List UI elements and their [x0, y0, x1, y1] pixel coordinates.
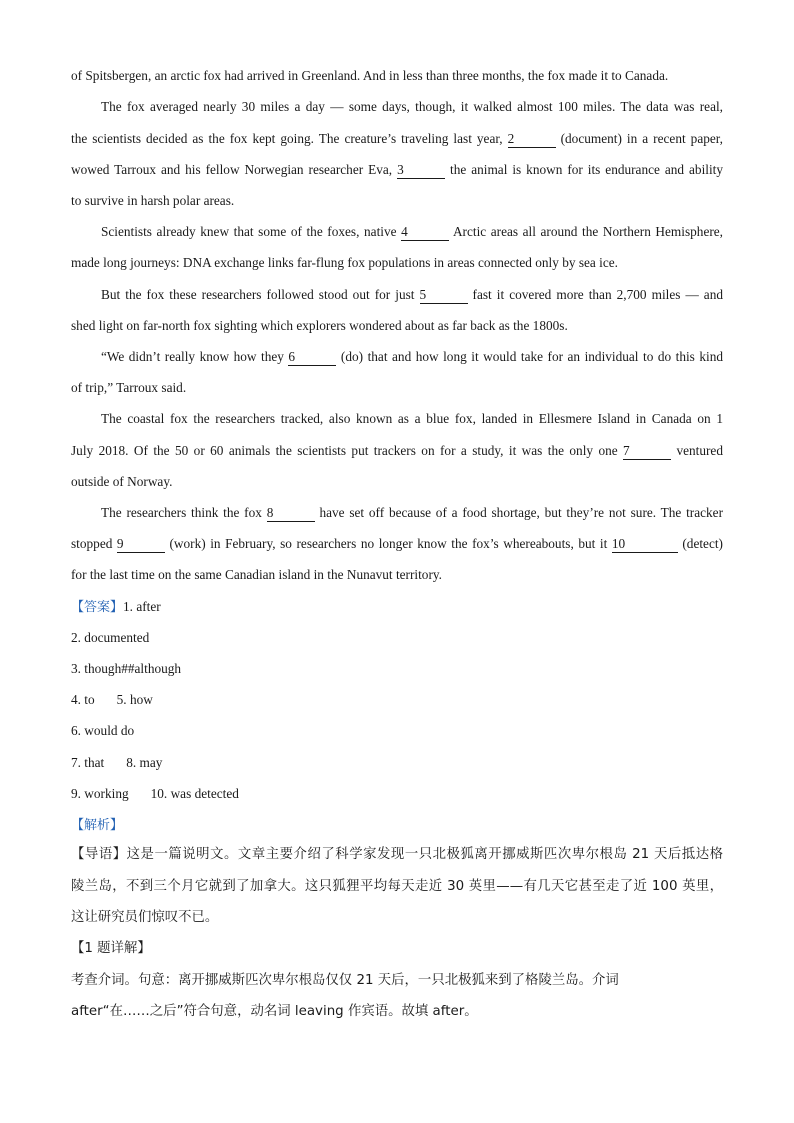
passage-line — [101, 97, 723, 117]
blank-4[interactable]: 4 — [401, 224, 449, 241]
answer-9: 9. working — [71, 786, 129, 801]
answer-8: 8. may — [126, 755, 163, 770]
passage-text: stopped — [71, 536, 117, 551]
guide-tag: 【导语】 — [71, 847, 127, 862]
answer-1: 1. after — [123, 599, 161, 614]
analysis-tag: 【解析】 — [71, 818, 124, 833]
passage-line — [71, 316, 723, 336]
passage-text: (document) in a recent paper, — [555, 131, 723, 146]
answer-line — [71, 721, 134, 741]
blank-7[interactable]: 7 — [623, 443, 671, 460]
passage-line — [71, 253, 723, 273]
answer-7: 7. that — [71, 755, 105, 770]
passage-text: But the fox these researchers followed stood out for just — [101, 287, 420, 302]
blank-5[interactable]: 5 — [420, 287, 468, 304]
passage-text: The researchers think the fox — [101, 505, 267, 520]
explanation-line — [71, 970, 619, 992]
passage-line — [71, 534, 723, 554]
passage-line — [71, 565, 723, 585]
passage-line — [101, 409, 723, 429]
guide-line — [71, 907, 218, 929]
explanation-line — [71, 1001, 478, 1023]
answer-3: 3. though##although — [71, 661, 182, 676]
analysis-heading — [71, 815, 123, 836]
blank-10[interactable]: 10 — [612, 536, 678, 553]
passage-text: The fox averaged nearly 30 miles a day — some days, though, it walked almost 100 miles. The data was real, — [101, 99, 723, 114]
answer-line — [71, 690, 153, 710]
answer-2: 2. documented — [71, 630, 150, 645]
guide-line — [71, 844, 723, 866]
passage-text: of trip,” Tarroux said. — [71, 380, 187, 395]
passage-line — [101, 347, 723, 367]
passage-text: the scientists decided as the fox kept going. The creature’s traveling last year, — [71, 131, 508, 146]
passage-line — [71, 378, 723, 398]
explanation-text: 考查介词。句意：离开挪威斯匹次卑尔根岛仅仅 21 天后，一只北极狐来到了格陵兰岛。介词 — [71, 973, 619, 988]
guide-line — [71, 876, 723, 898]
guide-text: 这让研究员们惊叹不已。 — [71, 910, 219, 925]
answer-tag: 【答案】 — [71, 600, 124, 615]
passage-text: wowed Tarroux and his fellow Norwegian researcher Eva, — [71, 162, 398, 177]
answer-line — [71, 628, 149, 648]
question-1-tag: 【1 题详解】 — [71, 941, 151, 956]
passage-text: have set off because of a food shortage, but they’re not sure. The tracker — [314, 505, 724, 520]
blank-3[interactable]: 3 — [397, 162, 445, 179]
passage-line — [71, 129, 723, 149]
passage-text: the animal is known for its endurance and ability — [445, 162, 723, 177]
passage-text: “We didn’t really know how they — [101, 349, 289, 364]
passage-line — [71, 66, 723, 86]
passage-text: The coastal fox the researchers tracked, also known as a blue fox, landed in Ellesmere Island in Canada on 1 — [101, 411, 723, 426]
passage-text: to survive in harsh polar areas. — [71, 193, 235, 208]
answer-line — [71, 659, 181, 679]
guide-text: 陵兰岛，不到三个月它就到了加拿大。这只狐狸平均每天走近 30 英里——有几天它甚至走了近 100 英里， — [71, 879, 723, 894]
passage-text: ventured — [671, 443, 723, 458]
passage-line — [71, 160, 723, 180]
passage-text: July 2018. Of the 50 or 60 animals the scientists put trackers on for a study, it was the only one — [71, 443, 624, 458]
answer-6: 6. would do — [71, 723, 135, 738]
passage-text: (do) that and how long it would take for an individual to do this kind — [336, 349, 723, 364]
passage-text: of Spitsbergen, an arctic fox had arrived in Greenland. And in less than three months, the fox made it to Canada. — [71, 68, 669, 83]
guide-text: 这是一篇说明文。文章主要介绍了科学家发现一只北极狐离开挪威斯匹次卑尔根岛 21 天后抵达格 — [126, 847, 723, 862]
answer-10: 10. was detected — [150, 786, 239, 801]
answer-4: 4. to — [71, 692, 95, 707]
passage-text: (work) in February, so researchers no longer know the fox’s whereabouts, but it — [164, 536, 612, 551]
passage-line — [101, 222, 723, 242]
passage-text: for the last time on the same Canadian island in the Nunavut territory. — [71, 567, 442, 582]
passage-line — [71, 472, 723, 492]
passage-line — [71, 191, 723, 211]
answer-line — [71, 753, 162, 773]
answer-line — [71, 784, 239, 804]
passage-line — [71, 441, 723, 461]
blank-9[interactable]: 9 — [117, 536, 165, 553]
question-heading — [71, 938, 151, 960]
blank-2[interactable]: 2 — [508, 131, 556, 148]
passage-text: Scientists already knew that some of the foxes, native — [101, 224, 402, 239]
passage-text: outside of Norway. — [71, 474, 173, 489]
passage-line — [101, 285, 723, 305]
passage-text: Arctic areas all around the Northern Hemisphere, — [449, 224, 723, 239]
blank-6[interactable]: 6 — [288, 349, 336, 366]
passage-text: made long journeys: DNA exchange links far-flung fox populations in areas connected only by sea ice. — [71, 255, 618, 270]
passage-text: (detect) — [677, 536, 723, 551]
blank-8[interactable]: 8 — [267, 505, 315, 522]
answer-line — [71, 597, 161, 618]
explanation-text: after“在……之后”符合句意，动名词 leaving 作宾语。故填 after。 — [71, 1004, 478, 1019]
answer-5: 5. how — [116, 692, 153, 707]
passage-line — [101, 503, 723, 523]
passage-text: fast it covered more than 2,700 miles — and — [467, 287, 723, 302]
passage-text: shed light on far-north fox sighting which explorers wondered about as far back as the 1800s. — [71, 318, 568, 333]
